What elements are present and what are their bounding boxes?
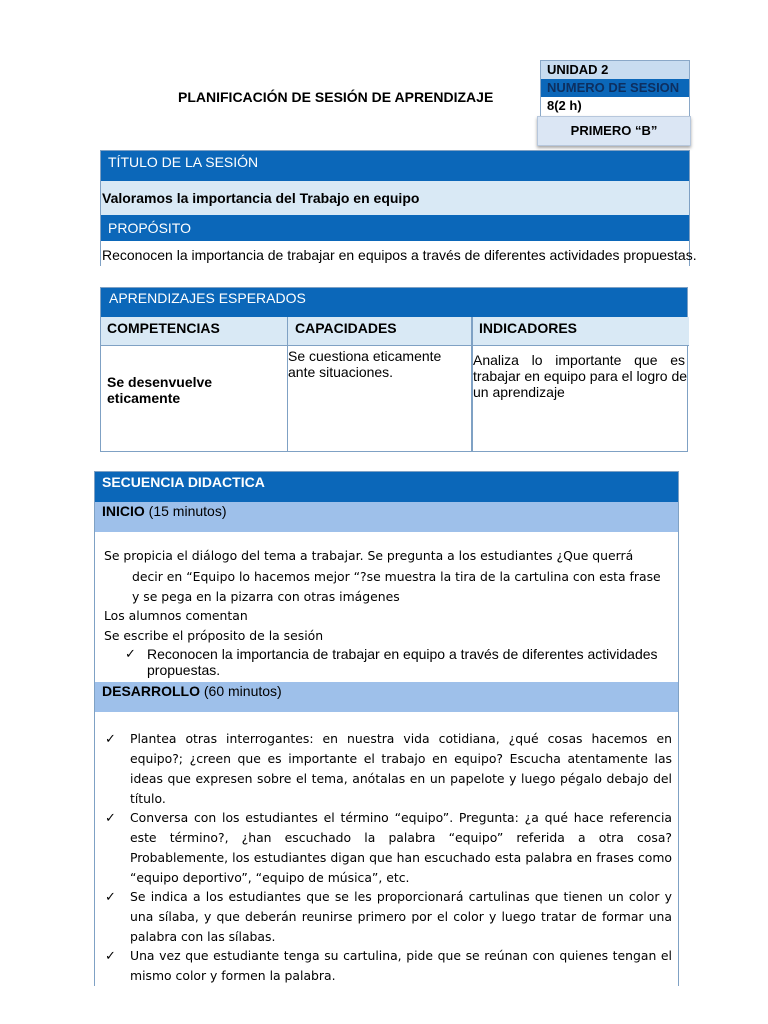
indicador-line: Analiza lo importante que es — [473, 352, 685, 368]
desarrollo-line: Probablemente, los estudiantes digan que han escuchado esta palabra en frases como — [130, 850, 672, 865]
indicador-line: trabajar en equipo para el logro de — [473, 368, 688, 384]
didactic-sequence-table — [94, 471, 679, 986]
check-icon: ✓ — [105, 948, 116, 963]
desarrollo-line: este término?, ¿han escuchado la palabra “equipo” referida a otra cosa? — [130, 830, 672, 845]
inicio-time: (15 minutos) — [144, 503, 227, 519]
inicio-line: Se propicia el diálogo del tema a trabajar. Se pregunta a los estudiantes ¿Que querrá — [104, 548, 634, 563]
learning-outcomes-header: APRENDIZAJES ESPERADOS — [101, 288, 687, 317]
indicador-cell — [473, 346, 689, 400]
competencia-cell — [101, 346, 287, 406]
desarrollo-time: (60 minutos) — [200, 683, 282, 699]
purpose-header: PROPÓSITO — [101, 215, 689, 241]
desarrollo-line: Plantea otras interrogantes: en nuestra vida cotidiana, ¿qué cosas hacemos en — [130, 731, 672, 746]
indicador-line: un aprendizaje — [473, 384, 565, 400]
desarrollo-line: Conversa con los estudiantes el término “equipo”. Pregunta: ¿a qué hace referencia — [130, 810, 672, 825]
inicio-line: decir en “Equipo lo hacemos mejor “?se muestra la tira de la cartulina con esta frase — [132, 569, 661, 584]
desarrollo-line: título. — [130, 791, 166, 806]
desarrollo-line: una sílaba, y que deberán reunirse primero por el color y luego tratar de formar una — [130, 909, 672, 924]
inicio-bullet-line: propuestas. — [147, 662, 221, 678]
session-title-value: Valoramos la importancia del Trabajo en equipo — [101, 181, 689, 215]
session-number-label: NUMERO DE SESION — [541, 79, 689, 97]
page-title: PLANIFICACIÓN DE SESIÓN DE APRENDIZAJE — [178, 89, 494, 105]
learning-outcomes-table — [100, 287, 688, 452]
competencia-line: Se desenvuelve — [107, 374, 213, 390]
desarrollo-line: Una vez que estudiante tenga su cartulina, pide que se reúnan con quienes tengan el — [130, 948, 672, 963]
sequence-header: SECUENCIA DIDACTICA — [95, 472, 678, 502]
inicio-content — [95, 532, 678, 682]
desarrollo-line: ideas que expresen sobre el tema, anótalas en un papelote y luego pégalo debajo del — [130, 771, 672, 786]
check-icon: ✓ — [105, 889, 116, 904]
check-icon: ✓ — [125, 646, 136, 661]
desarrollo-content — [95, 712, 678, 987]
check-icon: ✓ — [105, 731, 116, 746]
capacidad-line: Se cuestiona eticamente — [288, 348, 442, 364]
column-header-indicadores: INDICADORES — [473, 317, 689, 346]
desarrollo-line: “equipo deportivo”, “equipo de música”, etc. — [130, 870, 410, 885]
desarrollo-line: mismo color y formen la palabra. — [130, 968, 336, 983]
competencias-column — [101, 317, 287, 452]
unit-label: UNIDAD 2 — [541, 61, 689, 79]
session-number-value: 8(2 h) — [541, 97, 689, 117]
inicio-bullet-line: Reconocen la importancia de trabajar en equipo a través de diferentes actividades — [147, 646, 658, 662]
purpose-value: Reconocen la importancia de trabajar en equipos a través de diferentes actividades propuestas. — [101, 241, 689, 267]
capacidad-cell — [288, 346, 471, 380]
desarrollo-line: equipo?; ¿creen que es importante el trabajo en equipo? Escucha atentamente las — [130, 751, 672, 766]
desarrollo-line: Se indica a los estudiantes que se les proporcionará cartulinas que tienen un color y — [130, 889, 672, 904]
inicio-line: y se pega en la pizarra con otras imágenes — [132, 589, 400, 604]
column-header-capacidades: CAPACIDADES — [288, 317, 471, 346]
desarrollo-header — [95, 682, 678, 712]
check-icon: ✓ — [105, 810, 116, 825]
inicio-line: Se escribe el próposito de la sesión — [104, 628, 324, 643]
inicio-label: INICIO — [102, 503, 145, 519]
capacidad-line: ante situaciones. — [288, 364, 394, 380]
capacidades-column — [287, 317, 471, 452]
indicadores-column — [471, 317, 689, 452]
inicio-line: Los alumnos comentan — [104, 608, 248, 623]
desarrollo-label: DESARROLLO — [102, 683, 200, 699]
inicio-header — [95, 502, 678, 532]
session-title-block — [100, 150, 697, 266]
desarrollo-line: palabra con las sílabas. — [130, 929, 276, 944]
column-header-competencias: COMPETENCIAS — [101, 317, 287, 346]
unit-info-box — [540, 60, 690, 117]
competencia-line: eticamente — [107, 390, 181, 406]
session-title-header: TÍTULO DE LA SESIÓN — [101, 151, 689, 181]
grade-badge: PRIMERO “B” — [537, 116, 691, 146]
